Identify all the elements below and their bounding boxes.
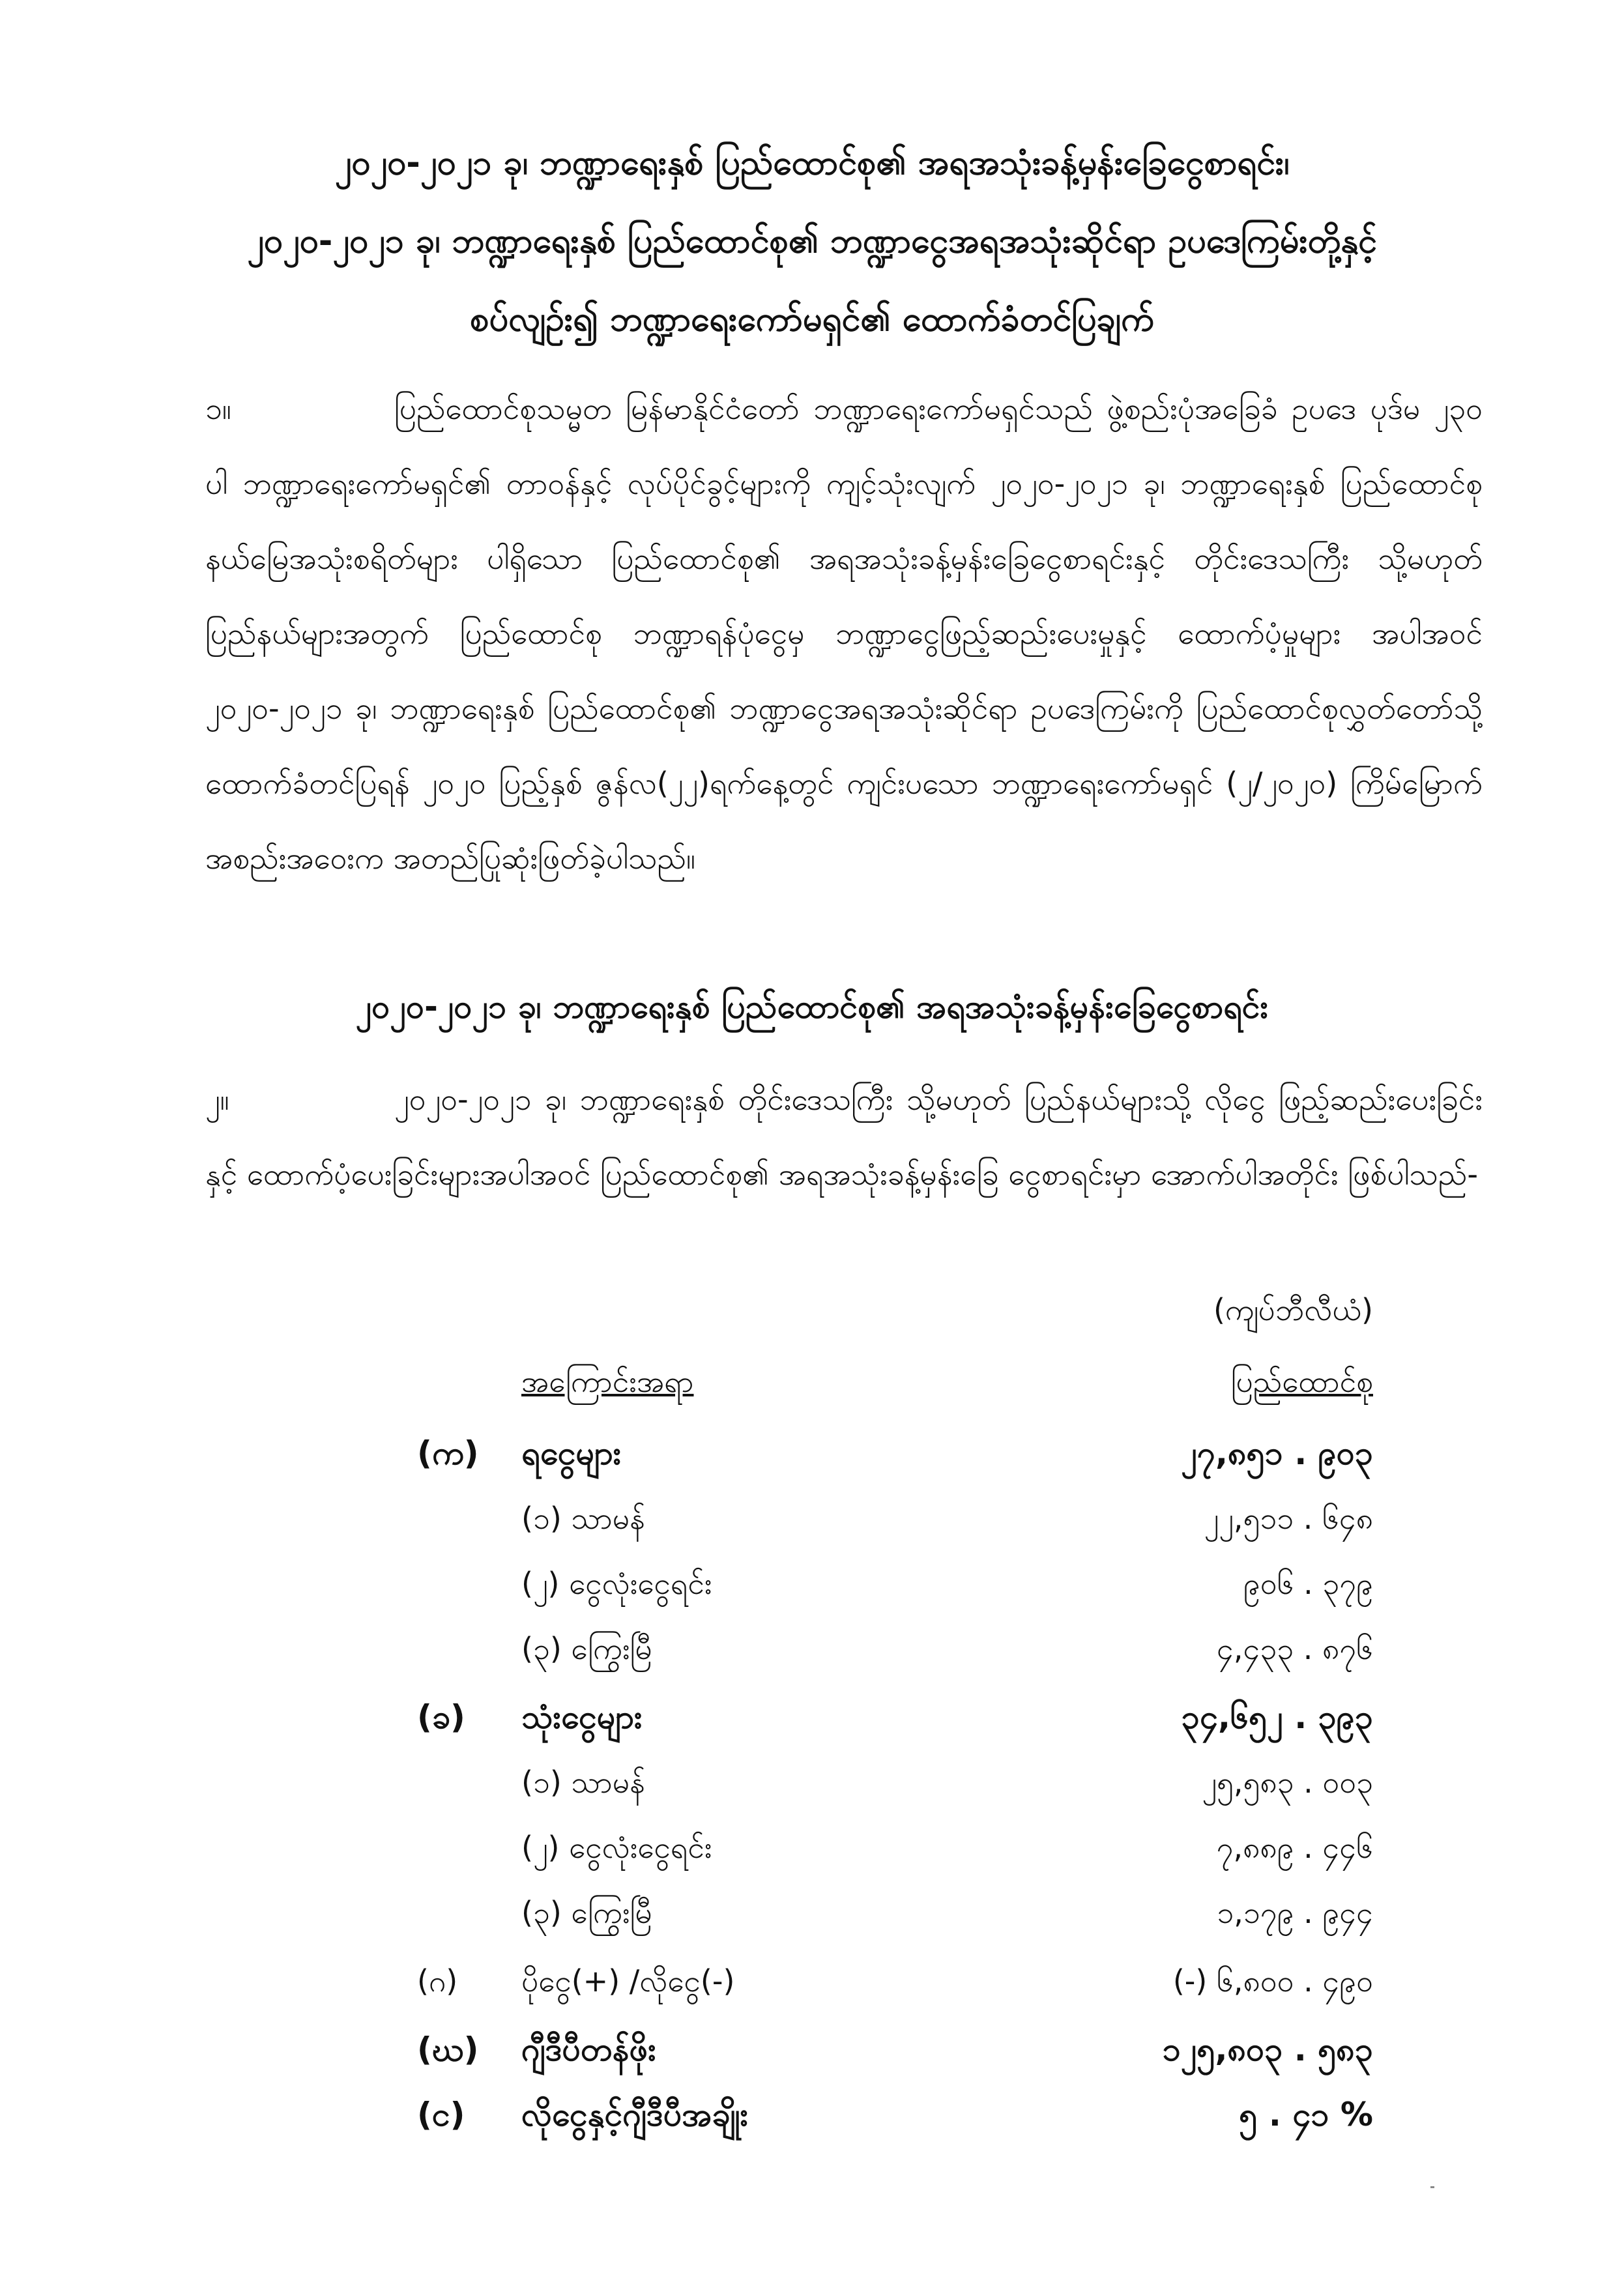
paragraph-1-number: ၁။ [205, 391, 231, 426]
row-label: (၃) ကြွေးမြီ [521, 1631, 652, 1666]
table-row [0, 1688, 1624, 1746]
paragraph-2 [205, 1062, 1483, 1212]
table-row [0, 1753, 1624, 1812]
row-value: ၇,၈၈၉ . ၄၄၆ [1216, 1830, 1373, 1865]
row-label: (၁) သာမန် [521, 1501, 645, 1536]
title-line-3: စပ်လျဉ်း၍ ဘဏ္ဍာရေးကော်မရှင်၏ ထောက်ခံတင်ပြချက် [470, 300, 1154, 339]
row-value: ၄,၄၃၃ . ၈၇၆ [1216, 1631, 1373, 1666]
row-label: ဂျီဒီပီတန်ဖိုး [521, 2030, 656, 2068]
row-value: ၉၀၆ . ၃၇၉ [1243, 1566, 1373, 1601]
paragraph-2-number: ၂။ [205, 1082, 229, 1117]
row-label: သုံးငွေများ [521, 1698, 643, 1736]
section-heading: ၂၀၂၀-၂၀၂၁ ခု၊ ဘဏ္ဍာရေးနှစ် ပြည်ထောင်စု၏ အရအသုံးခန့်မှန်းခြေငွေစာရင်း [355, 988, 1269, 1026]
row-value: (-) ၆,၈၀၀ . ၄၉၀ [1172, 1963, 1373, 1999]
row-value: ၅ . ၄၁ % [1239, 2096, 1373, 2133]
row-code: (ခ) [417, 1698, 465, 1736]
paragraph-1-text: ပြည်ထောင်စုသမ္မတ မြန်မာနိုင်ငံတော် ဘဏ္ဍာရေးကော်မရှင်သည် ဖွဲ့စည်းပုံအခြေခံ ဥပဒေ ပုဒ်မ ၂၃၀ ပါ ဘဏ္ဍာရေးကော်မရှင်၏ တာဝန်နှင့် လုပ်ပိုင်ခွင့်များကို ကျင့်သုံးလျက် ၂၀၂၀-၂၀၂၁ ခု၊ ဘဏ္ဍာရေးနှစ် ပြည်ထောင်စုနယ်မြေအသုံးစရိတ်များ ပါရှိသော ပြည်ထောင်စု၏ အရအသုံးခန့်မှန်းခြေငွေစာရင်းနှင့် တိုင်းဒေသကြီး သို့မဟုတ် ပြည်နယ်များအတွက် ပြည်ထောင်စု ဘဏ္ဍာရန်ပုံငွေမှ ဘဏ္ဍာငွေဖြည့်ဆည်းပေးမှုနှင့် ထောက်ပံ့မှုများ အပါအဝင် ၂၀၂၀-၂၀၂၁ ခု၊ ဘဏ္ဍာရေးနှစ် ပြည်ထောင်စု၏ ဘဏ္ဍာငွေအရအသုံးဆိုင်ရာ ဥပဒေကြမ်းကို ပြည်ထောင်စုလွှတ်တော်သို့ ထောက်ခံတင်ပြရန် ၂၀၂၀ ပြည့်နှစ် ဇွန်လ(၂၂)ရက်နေ့တွင် ကျင်းပသော ဘဏ္ဍာရေးကော်မရှင် (၂/၂၀၂၀) ကြိမ်မြောက်အစည်းအဝေးက အတည်ပြုဆုံးဖြတ်ခဲ့ပါသည်။ [205, 391, 1483, 876]
row-value: ၂၇,၈၅၁ . ၉၀၃ [1181, 1434, 1373, 1472]
unit-label: (ကျပ်ဘီလီယံ) [1213, 1292, 1373, 1327]
row-value: ၂၂,၅၁၁ . ၆၄၈ [1204, 1501, 1373, 1536]
table-row [0, 1554, 1624, 1613]
row-code: (င) [417, 2096, 465, 2133]
table-row [0, 1619, 1624, 1678]
table-row [0, 1952, 1624, 2010]
row-value: ၁,၁၇၉ . ၉၄၄ [1217, 1895, 1373, 1930]
row-code: (ဂ) [417, 1963, 458, 1999]
column-header-item: အကြောင်းအရာ [521, 1364, 694, 1399]
table-row [0, 1424, 1624, 1482]
scan-speck [1430, 2186, 1434, 2188]
row-value: ၁၂၅,၈၀၃ . ၅၈၃ [1162, 2030, 1373, 2068]
row-value: ၃၄,၆၅၂ . ၃၉၃ [1181, 1698, 1373, 1736]
row-label: လိုငွေနှင့်ဂျီဒီပီအချိုး [521, 2096, 749, 2133]
column-header-value: ပြည်ထောင်စု [1230, 1364, 1373, 1399]
table-row [0, 1818, 1624, 1877]
row-label: ရငွေများ [521, 1434, 622, 1472]
row-code: (က) [417, 1434, 479, 1472]
table-row [0, 2085, 1624, 2144]
row-label: (၂) ငွေလုံးငွေရင်း [521, 1566, 712, 1601]
title-line-1: ၂၀၂၀-၂၀၂၁ ခု၊ ဘဏ္ဍာရေးနှစ် ပြည်ထောင်စု၏ အရအသုံးခန့်မှန်းခြေငွေစာရင်း၊ [334, 143, 1290, 182]
row-label: ပိုငွေ(+) /လိုငွေ(-) [521, 1963, 735, 1999]
row-value: ၂၅,၅၈၃ . ၀၀၃ [1202, 1765, 1373, 1800]
row-label: (၁) သာမန် [521, 1765, 645, 1800]
table-row [0, 1883, 1624, 1942]
table-row [0, 1489, 1624, 1548]
row-label: (၃) ကြွေးမြီ [521, 1895, 652, 1930]
paragraph-1 [205, 371, 1483, 896]
title-line-2: ၂၀၂၀-၂၀၂၁ ခု၊ ဘဏ္ဍာရေးနှစ် ပြည်ထောင်စု၏ ဘဏ္ဍာငွေအရအသုံးဆိုင်ရာ ဥပဒေကြမ်းတို့နှင့် [247, 222, 1377, 261]
row-code: (ဃ) [417, 2030, 479, 2068]
table-row [0, 2020, 1624, 2079]
paragraph-2-text: ၂၀၂၀-၂၀၂၁ ခု၊ ဘဏ္ဍာရေးနှစ် တိုင်းဒေသကြီး သို့မဟုတ် ပြည်နယ်များသို့ လိုငွေ ဖြည့်ဆည်းပေးခြင်းနှင့် ထောက်ပံ့ပေးခြင်းများအပါအဝင် ပြည်ထောင်စု၏ အရအသုံးခန့်မှန်းခြေ ငွေစာရင်းမှာ အောက်ပါအတိုင်း ဖြစ်ပါသည်- [205, 1082, 1483, 1192]
row-label: (၂) ငွေလုံးငွေရင်း [521, 1830, 712, 1865]
